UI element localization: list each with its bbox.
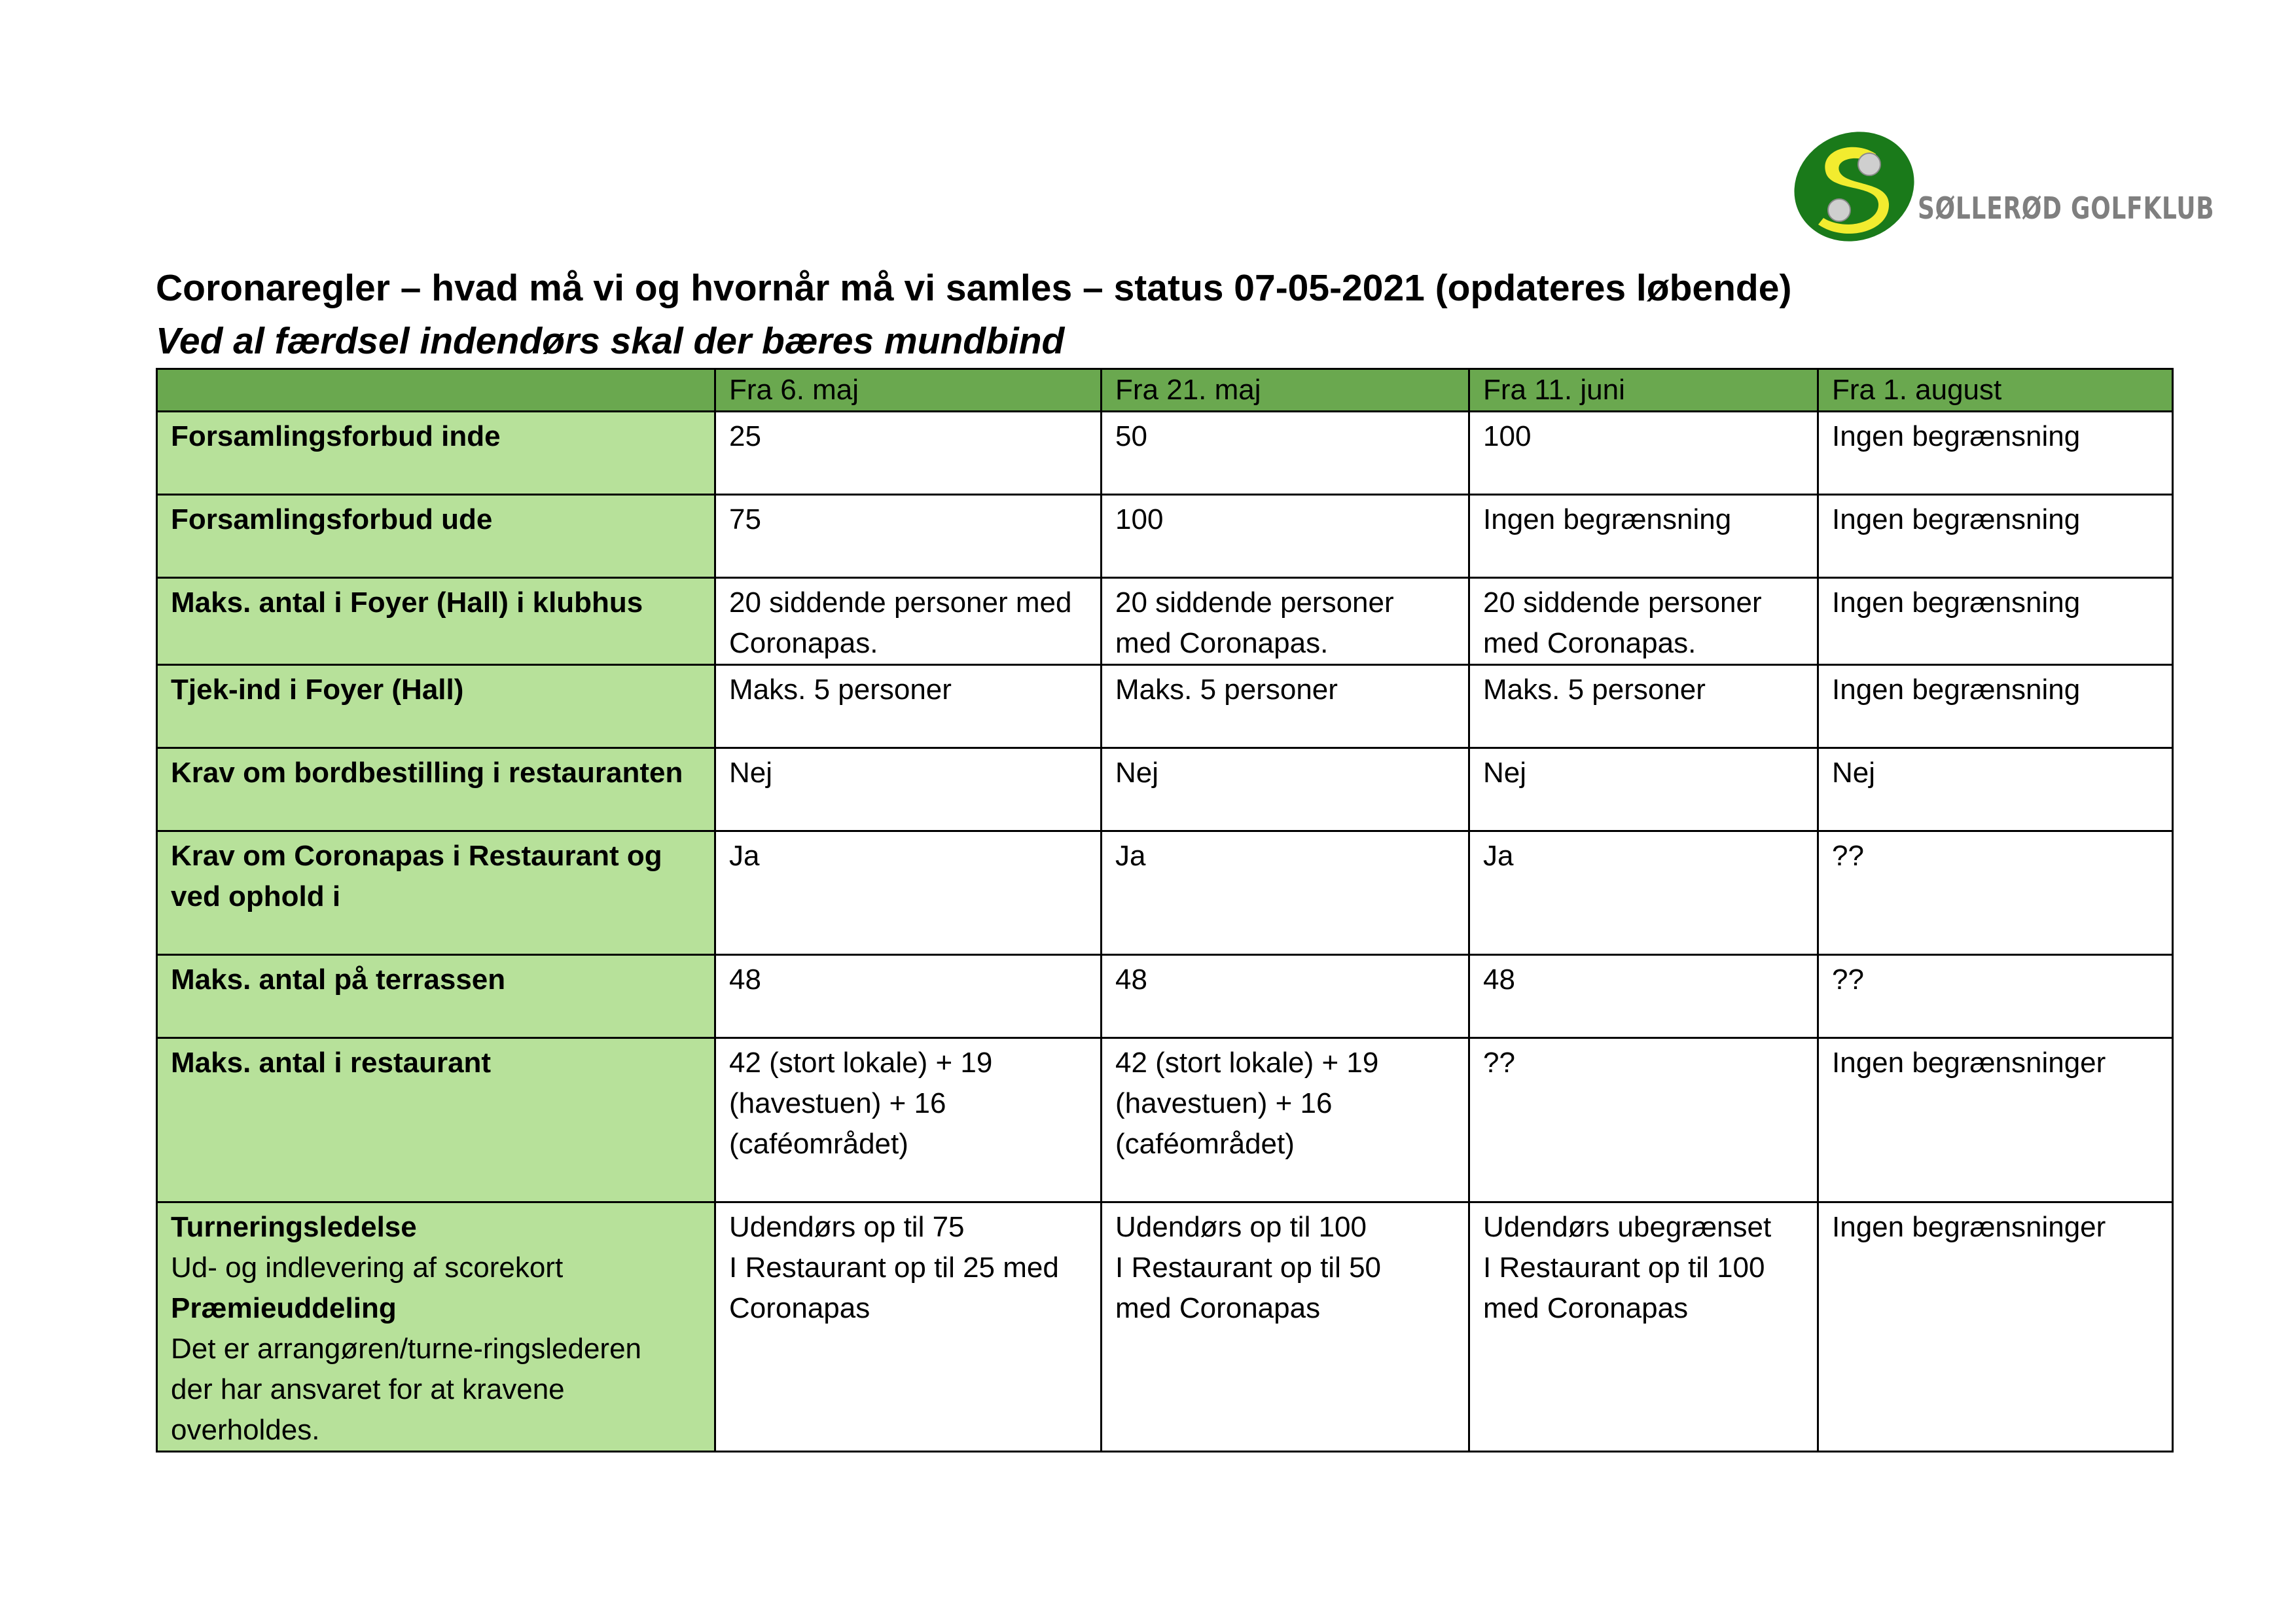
header-fra-11-juni: Fra 11. juni: [1469, 369, 1818, 412]
club-logo-emblem: [1792, 126, 1916, 247]
corona-rules-table: [156, 368, 2174, 1453]
table-cell: 48: [1102, 955, 1469, 1038]
row-label: Maks. antal i restaurant: [157, 1038, 715, 1202]
row-label: Forsamlingsforbud inde: [157, 412, 715, 495]
table-row: [157, 831, 2173, 955]
table-row: [157, 1202, 2173, 1452]
header-empty-cell: [157, 369, 715, 412]
table-cell: Ja: [715, 831, 1102, 955]
row-label: Maks. antal i Foyer (Hall) i klubhus: [157, 578, 715, 665]
table-cell: Maks. 5 personer: [715, 665, 1102, 748]
table-row: [157, 665, 2173, 748]
table-cell: Nej: [1102, 748, 1469, 831]
table-cell: Maks. 5 personer: [1102, 665, 1469, 748]
page-title: Coronaregler – hvad må vi og hvornår må vi samles – status 07-05-2021 (opdateres løbende): [156, 267, 1792, 309]
table-cell: 20 siddende personer med Coronapas.: [715, 578, 1102, 665]
row-label: Turneringsledelse Ud- og indlevering af scorekort Præmieuddeling Det er arrangøren/turne-ringslederen der har ansvaret for at kravene overholdes.: [157, 1202, 715, 1452]
table-cell: Ingen begrænsning: [1818, 412, 2173, 495]
table-row: [157, 955, 2173, 1038]
header-fra-21-maj: Fra 21. maj: [1102, 369, 1469, 412]
table-cell: Ja: [1102, 831, 1469, 955]
table-row: [157, 578, 2173, 665]
table-cell: Ingen begrænsning: [1818, 665, 2173, 748]
table-row: [157, 748, 2173, 831]
table-cell: Nej: [1818, 748, 2173, 831]
table-cell: Ingen begrænsning: [1818, 578, 2173, 665]
row-label: Krav om Coronapas i Restaurant og ved ophold i: [157, 831, 715, 955]
row-label: Tjek-ind i Foyer (Hall): [157, 665, 715, 748]
header-fra-1-august: Fra 1. august: [1818, 369, 2173, 412]
table-cell: 100: [1469, 412, 1818, 495]
table-cell: 48: [715, 955, 1102, 1038]
page-subtitle: Ved al færdsel indendørs skal der bæres mundbind: [156, 320, 1065, 362]
table-cell: ??: [1818, 831, 2173, 955]
table-cell: 75: [715, 495, 1102, 578]
table-cell: Udendørs ubegrænset I Restaurant op til 100 med Coronapas: [1469, 1202, 1818, 1452]
row-label: Maks. antal på terrassen: [157, 955, 715, 1038]
club-name: SØLLERØD GOLFKLUB: [1918, 190, 2215, 226]
table-row: [157, 412, 2173, 495]
table-cell: Udendørs op til 75 I Restaurant op til 25 med Coronapas: [715, 1202, 1102, 1452]
table-cell: 100: [1102, 495, 1469, 578]
row-label: Krav om bordbestilling i restauranten: [157, 748, 715, 831]
table-header-row: [157, 369, 2173, 412]
table-cell: Udendørs op til 100 I Restaurant op til 50 med Coronapas: [1102, 1202, 1469, 1452]
table-cell: ??: [1818, 955, 2173, 1038]
table-cell: Nej: [1469, 748, 1818, 831]
table-row: [157, 1038, 2173, 1202]
table-cell: 48: [1469, 955, 1818, 1038]
table-cell: ??: [1469, 1038, 1818, 1202]
table-cell: Ingen begrænsning: [1818, 495, 2173, 578]
table-cell: 20 siddende personer med Coronapas.: [1102, 578, 1469, 665]
table-row: [157, 495, 2173, 578]
table-cell: Ingen begrænsning: [1469, 495, 1818, 578]
table-cell: 20 siddende personer med Coronapas.: [1469, 578, 1818, 665]
club-logo: [1792, 126, 2215, 247]
table-cell: 25: [715, 412, 1102, 495]
table-cell: Ja: [1469, 831, 1818, 955]
table-cell: Nej: [715, 748, 1102, 831]
table-cell: Ingen begrænsninger: [1818, 1202, 2173, 1452]
table-cell: 42 (stort lokale) + 19 (havestuen) + 16 (caféområdet): [715, 1038, 1102, 1202]
header-fra-6-maj: Fra 6. maj: [715, 369, 1102, 412]
row-label: Forsamlingsforbud ude: [157, 495, 715, 578]
table-cell: Ingen begrænsninger: [1818, 1038, 2173, 1202]
table-cell: 42 (stort lokale) + 19 (havestuen) + 16 (caféområdet): [1102, 1038, 1469, 1202]
table-cell: Maks. 5 personer: [1469, 665, 1818, 748]
table-cell: 50: [1102, 412, 1469, 495]
